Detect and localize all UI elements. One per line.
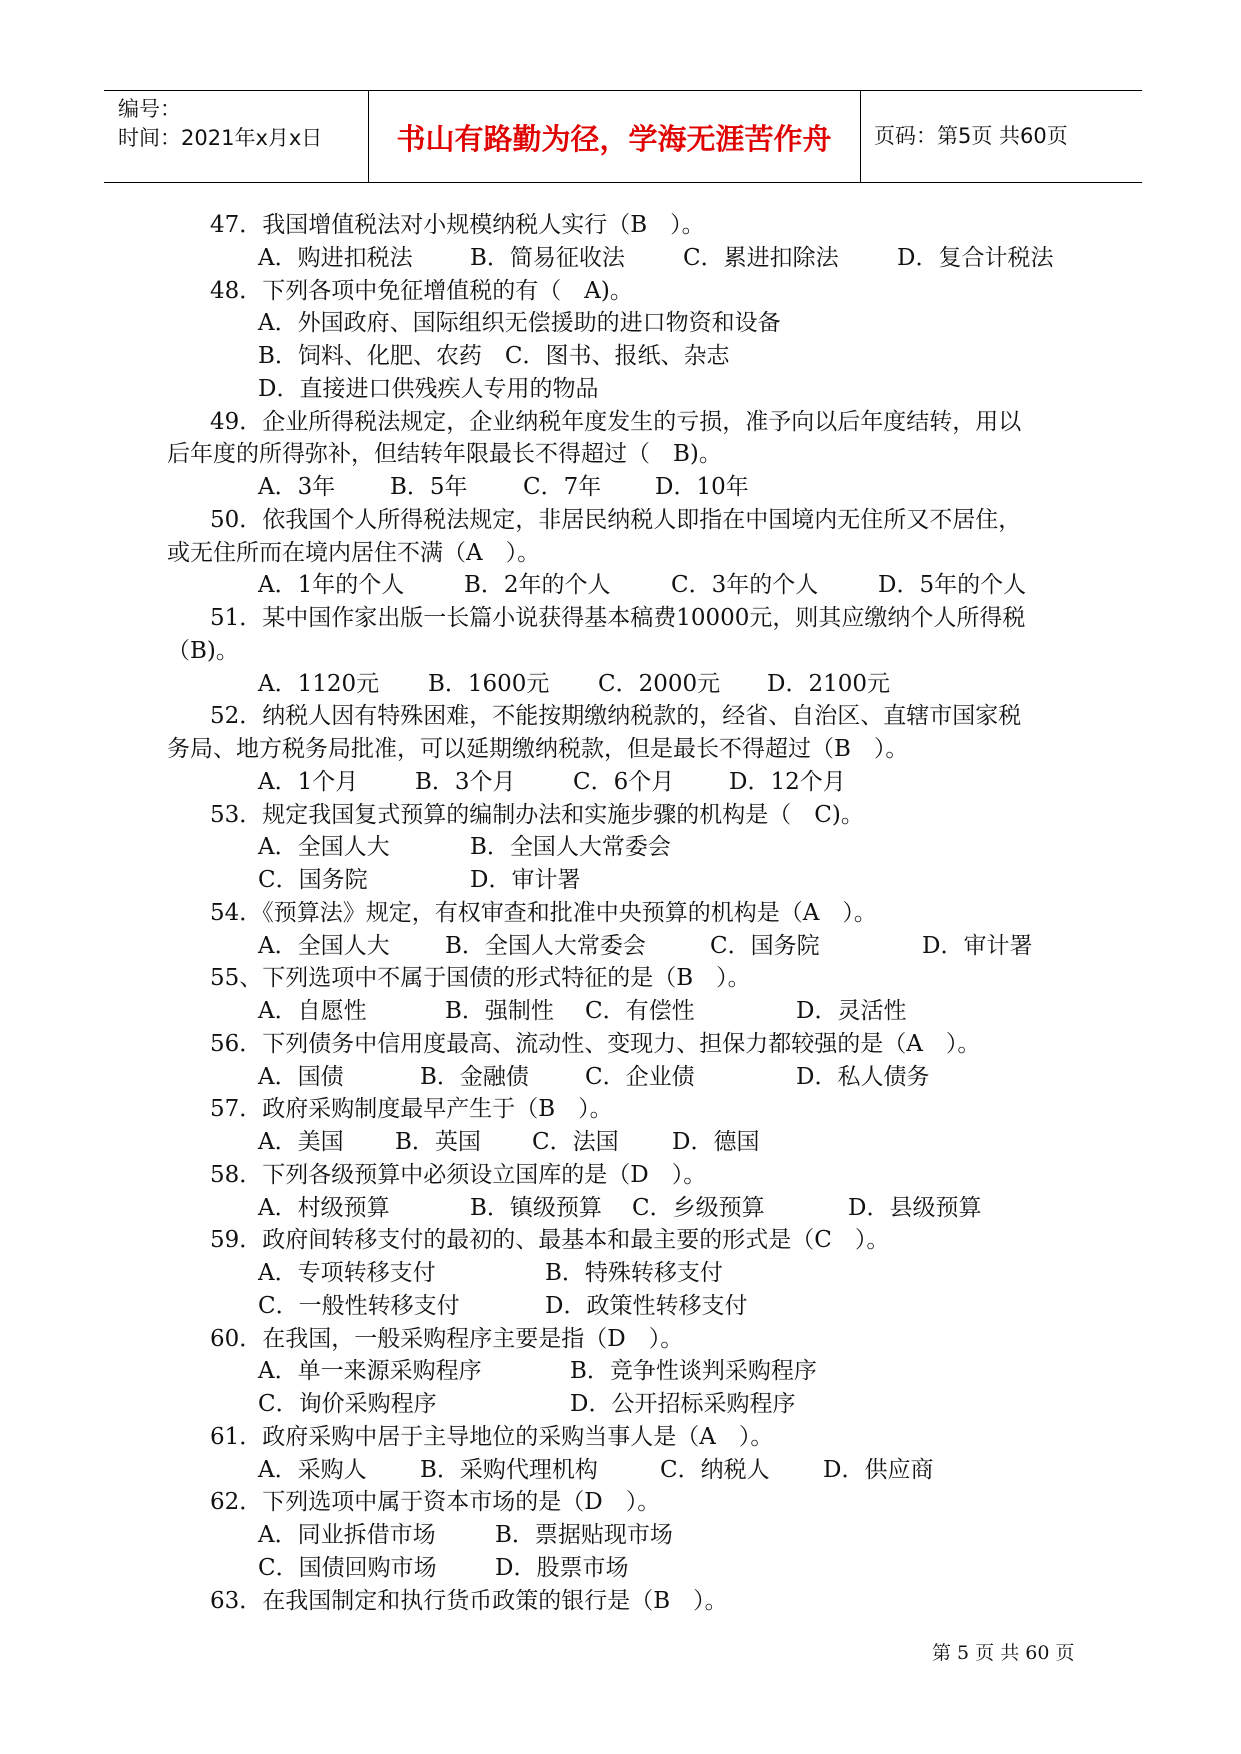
document-time-label: 时间：2021年x月x日 bbox=[118, 126, 323, 150]
page-footer: 第 5 页 共 60 页 bbox=[932, 1642, 1075, 1664]
answer-option: A．采购人 bbox=[258, 1456, 367, 1483]
question-stem: 58．下列各级预算中必须设立国库的是（D ）。 bbox=[210, 1161, 707, 1188]
answer-option: D．公开招标采购程序 bbox=[570, 1391, 796, 1417]
question-stem: 60．在我国，一般采购程序主要是指（D ）。 bbox=[210, 1325, 684, 1352]
answer-option: A．1个月 bbox=[258, 768, 359, 795]
answer-option: D．2100元 bbox=[767, 670, 890, 697]
question-stem: 50．依我国个人所得税法规定，非居民纳税人即指在中国境内无住所又不居住， bbox=[210, 506, 1022, 533]
answer-option: B．3个月 bbox=[415, 768, 516, 795]
answer-option: D．5年的个人 bbox=[878, 572, 1027, 599]
answer-option: A．外国政府、国际组织无偿援助的进口物资和设备 bbox=[258, 310, 781, 337]
answer-option: B．全国人大常委会 bbox=[445, 932, 646, 959]
answer-option: C．7年 bbox=[523, 474, 602, 500]
header-page-label: 页码：第5页 共60页 bbox=[874, 124, 1068, 148]
answer-option: D．灵活性 bbox=[796, 998, 907, 1024]
answer-option: A．专项转移支付 bbox=[258, 1260, 436, 1286]
question-stem: 55、下列选项中不属于国债的形式特征的是（B ）。 bbox=[210, 965, 751, 992]
answer-option: B．1600元 bbox=[428, 670, 550, 697]
answer-option: B．特殊转移支付 bbox=[545, 1260, 723, 1286]
answer-option: D．审计署 bbox=[470, 867, 581, 893]
answer-option: C．国务院 bbox=[258, 867, 368, 893]
question-stem-continuation: 后年度的所得弥补，但结转年限最长不得超过（ B)。 bbox=[167, 441, 722, 468]
answer-option: B．英国 bbox=[395, 1129, 481, 1155]
header-meta bbox=[118, 95, 322, 153]
answer-option: C．纳税人 bbox=[660, 1456, 770, 1483]
answer-option: C．询价采购程序 bbox=[258, 1391, 437, 1417]
question-stem: 62．下列选项中属于资本市场的是（D ）。 bbox=[210, 1489, 661, 1516]
answer-option: A．单一来源采购程序 bbox=[258, 1358, 482, 1385]
question-stem-continuation: 务局、地方税务局批准，可以延期缴纳税款，但是最长不得超过（B ）。 bbox=[167, 736, 909, 762]
answer-option: B．2年的个人 bbox=[464, 572, 611, 599]
question-stem: 53．规定我国复式预算的编制办法和实施步骤的机构是（ C)。 bbox=[210, 801, 864, 828]
header-top-rule bbox=[104, 90, 1142, 91]
question-stem: 51．某中国作家出版一长篇小说获得基本稿费10000元，则其应缴纳个人所得税 bbox=[210, 605, 1026, 631]
answer-option: C．2000元 bbox=[598, 670, 721, 697]
answer-option: A．全国人大 bbox=[258, 932, 390, 959]
header-motto: 书山有路勤为径，学海无涯苦作舟 bbox=[396, 121, 832, 156]
answer-option: B．镇级预算 bbox=[470, 1194, 602, 1221]
answer-option: A．1年的个人 bbox=[258, 572, 405, 599]
answer-option: B．5年 bbox=[390, 474, 468, 500]
answer-option: A．村级预算 bbox=[258, 1194, 390, 1221]
question-stem: 57．政府采购制度最早产生于（B ）。 bbox=[210, 1096, 613, 1123]
answer-option: D．私人债务 bbox=[796, 1063, 930, 1090]
document-number-label: 编号： bbox=[118, 97, 181, 121]
answer-option: A．国债 bbox=[258, 1063, 344, 1090]
answer-option: D．10年 bbox=[655, 474, 749, 500]
question-stem: 49．企业所得税法规定，企业纳税年度发生的亏损，准予向以后年度结转，用以 bbox=[210, 408, 1022, 435]
answer-option: A．购进扣税法 bbox=[258, 244, 413, 271]
answer-option: D．12个月 bbox=[729, 768, 846, 795]
answer-option: C．国务院 bbox=[710, 932, 820, 959]
answer-option: C．6个月 bbox=[573, 768, 675, 795]
question-stem-continuation: （B)。 bbox=[167, 637, 239, 664]
answer-option: C．企业债 bbox=[585, 1063, 695, 1090]
answer-option: B．强制性 bbox=[445, 998, 554, 1024]
answer-option: C．有偿性 bbox=[585, 998, 695, 1024]
answer-option: D．直接进口供残疾人专用的物品 bbox=[258, 375, 599, 402]
answer-option: D．供应商 bbox=[823, 1456, 934, 1483]
answer-option: C．法国 bbox=[532, 1129, 619, 1155]
answer-option: B．简易征收法 bbox=[470, 244, 625, 271]
answer-option: D．复合计税法 bbox=[897, 244, 1054, 271]
answer-option: B．票据贴现市场 bbox=[495, 1522, 673, 1548]
answer-option: C．乡级预算 bbox=[632, 1194, 765, 1221]
answer-option: B．全国人大常委会 bbox=[470, 834, 671, 861]
answer-option: A．3年 bbox=[258, 474, 336, 500]
answer-option: C．3年的个人 bbox=[671, 572, 819, 599]
answer-option: D．县级预算 bbox=[848, 1194, 982, 1221]
answer-option: C．一般性转移支付 bbox=[258, 1292, 460, 1319]
question-stem: 61．政府采购中居于主导地位的采购当事人是（A ）。 bbox=[210, 1423, 774, 1450]
question-stem: 48．下列各项中免征增值税的有（ A)。 bbox=[210, 277, 633, 304]
answer-option: B．饲料、化肥、农药 C．图书、报纸、杂志 bbox=[258, 343, 730, 369]
answer-option: C．累进扣除法 bbox=[683, 244, 839, 271]
answer-option: A．美国 bbox=[258, 1129, 344, 1155]
answer-option: B．竞争性谈判采购程序 bbox=[570, 1358, 817, 1385]
question-stem: 59．政府间转移支付的最初的、最基本和最主要的形式是（C ）。 bbox=[210, 1227, 890, 1254]
question-stem: 56．下列债务中信用度最高、流动性、变现力、担保力都较强的是（A ）。 bbox=[210, 1030, 981, 1057]
answer-option: B．金融债 bbox=[420, 1063, 529, 1090]
answer-option: D．政策性转移支付 bbox=[545, 1292, 748, 1319]
answer-option: A．1120元 bbox=[258, 670, 380, 697]
answer-option: D．德国 bbox=[672, 1129, 760, 1155]
question-stem-continuation: 或无住所而在境内居住不满（A ）。 bbox=[167, 539, 541, 566]
question-stem: 52．纳税人因有特殊困难，不能按期缴纳税款的，经省、自治区、直辖市国家税 bbox=[210, 703, 1022, 730]
answer-option: B．采购代理机构 bbox=[420, 1456, 598, 1483]
question-stem: 63．在我国制定和执行货币政策的银行是（B ）。 bbox=[210, 1587, 728, 1614]
header-bottom-rule bbox=[104, 182, 1142, 183]
question-stem: 54．《预算法》规定，有权审查和批准中央预算的机构是（A ）。 bbox=[210, 899, 877, 926]
question-stem: 47．我国增值税法对小规模纳税人实行（B ）。 bbox=[210, 212, 705, 238]
answer-option: A．同业拆借市场 bbox=[258, 1522, 436, 1548]
answer-option: D．股票市场 bbox=[495, 1554, 629, 1581]
answer-option: A．全国人大 bbox=[258, 834, 390, 861]
answer-option: A．自愿性 bbox=[258, 998, 367, 1024]
header-divider-right bbox=[860, 90, 861, 183]
answer-option: C．国债回购市场 bbox=[258, 1554, 437, 1581]
answer-option: D．审计署 bbox=[922, 932, 1033, 959]
